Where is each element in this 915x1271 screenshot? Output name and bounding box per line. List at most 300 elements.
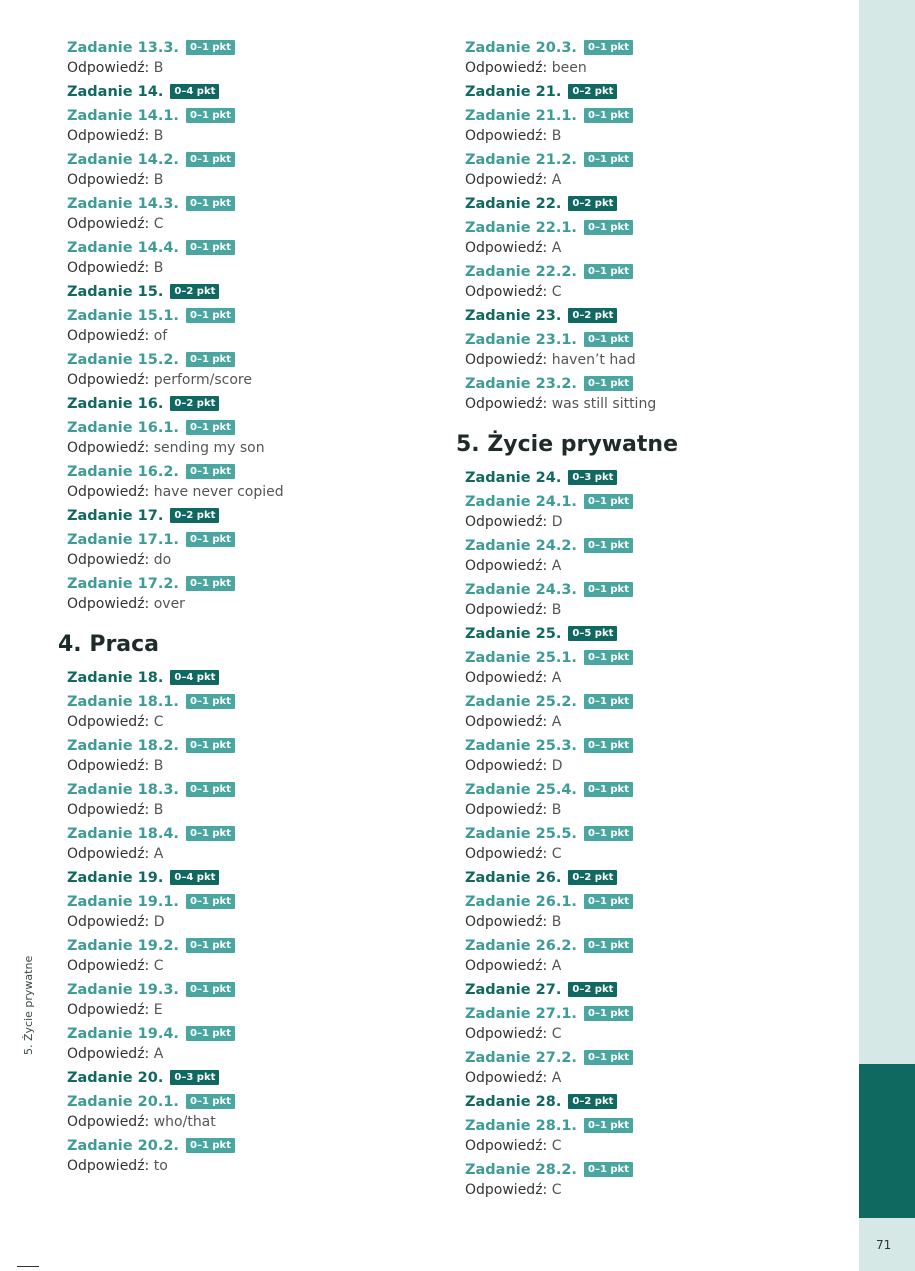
task-title: Zadanie 22.1. — [465, 220, 577, 236]
task-group — [465, 82, 835, 102]
task-title: Zadanie 16.1. — [67, 420, 179, 436]
answer-line — [67, 594, 437, 614]
task-title: Zadanie 21.1. — [465, 108, 577, 124]
answer-value: C — [153, 958, 164, 974]
answer-line — [67, 126, 437, 146]
task-item — [465, 106, 835, 146]
task-item — [67, 980, 437, 1020]
task-title: Zadanie 19.4. — [67, 1026, 179, 1042]
answer-label: Odpowiedź: — [465, 846, 548, 862]
task-title: Zadanie 21.2. — [465, 152, 577, 168]
points-badge: 0–1 pkt — [584, 538, 633, 553]
task-heading — [465, 892, 835, 912]
task-title: Zadanie 18.4. — [67, 826, 179, 842]
task-title: Zadanie 18.2. — [67, 738, 179, 754]
task-heading — [465, 1116, 835, 1136]
task-group — [67, 282, 437, 302]
task-title: Zadanie 18.3. — [67, 782, 179, 798]
task-title: Zadanie 25.4. — [465, 782, 577, 798]
points-badge: 0–1 pkt — [584, 738, 633, 753]
answer-value: B — [551, 128, 562, 144]
answer-line — [67, 1000, 437, 1020]
task-title: Zadanie 16.2. — [67, 464, 179, 480]
task-item — [465, 262, 835, 302]
answer-label: Odpowiedź: — [465, 714, 548, 730]
task-title: Zadanie 28.1. — [465, 1118, 577, 1134]
task-title: Zadanie 15.1. — [67, 308, 179, 324]
answer-value: over — [153, 596, 185, 612]
task-title: Zadanie 18.1. — [67, 694, 179, 710]
task-title: Zadanie 20. — [67, 1070, 164, 1086]
answer-value: A — [551, 1070, 562, 1086]
answer-line — [465, 1024, 835, 1044]
answer-label: Odpowiedź: — [67, 328, 150, 344]
points-badge: 0–1 pkt — [186, 152, 235, 167]
task-title: Zadanie 14. — [67, 84, 164, 100]
answer-value: sending my son — [153, 440, 265, 456]
answer-line — [465, 126, 835, 146]
answer-label: Odpowiedź: — [67, 846, 150, 862]
answer-value: A — [551, 172, 562, 188]
points-badge: 0–1 pkt — [584, 782, 633, 797]
points-badge: 0–2 pkt — [170, 396, 219, 411]
points-badge: 0–1 pkt — [584, 108, 633, 123]
task-heading — [67, 306, 437, 326]
task-item — [67, 38, 437, 78]
task-heading — [465, 492, 835, 512]
task-title: Zadanie 22.2. — [465, 264, 577, 280]
right-column — [456, 34, 835, 1200]
answer-line — [465, 1136, 835, 1156]
task-title: Zadanie 22. — [465, 196, 562, 212]
task-group — [465, 468, 835, 488]
points-badge: 0–2 pkt — [568, 308, 617, 323]
answer-value: E — [153, 1002, 163, 1018]
answer-label: Odpowiedź: — [67, 1002, 150, 1018]
task-group — [465, 194, 835, 214]
task-heading — [465, 82, 835, 102]
answer-value: A — [551, 558, 562, 574]
task-heading — [67, 668, 437, 688]
task-heading — [465, 1004, 835, 1024]
answer-label: Odpowiedź: — [67, 758, 150, 774]
answer-value: A — [551, 714, 562, 730]
task-heading — [67, 780, 437, 800]
task-heading — [67, 736, 437, 756]
task-item — [67, 150, 437, 190]
task-title: Zadanie 24.1. — [465, 494, 577, 510]
points-badge: 0–1 pkt — [584, 582, 633, 597]
answer-value: A — [153, 846, 164, 862]
task-title: Zadanie 28. — [465, 1094, 562, 1110]
answer-value: A — [551, 670, 562, 686]
answer-label: Odpowiedź: — [465, 396, 548, 412]
task-item — [465, 1116, 835, 1156]
answer-label: Odpowiedź: — [465, 670, 548, 686]
task-group — [465, 1092, 835, 1112]
answer-line — [67, 482, 437, 502]
answer-line — [67, 712, 437, 732]
task-title: Zadanie 13.3. — [67, 40, 179, 56]
task-title: Zadanie 27.2. — [465, 1050, 577, 1066]
answer-label: Odpowiedź: — [465, 1182, 548, 1198]
task-title: Zadanie 14.1. — [67, 108, 179, 124]
task-item — [465, 492, 835, 532]
task-item — [465, 374, 835, 414]
answer-line — [465, 668, 835, 688]
task-heading — [67, 530, 437, 550]
task-heading — [465, 736, 835, 756]
task-item — [465, 330, 835, 370]
task-heading — [67, 194, 437, 214]
task-item — [67, 892, 437, 932]
task-item — [67, 194, 437, 234]
points-badge: 0–3 pkt — [170, 1070, 219, 1085]
answer-line — [465, 956, 835, 976]
task-heading — [67, 692, 437, 712]
answer-line — [67, 756, 437, 776]
sidebar — [859, 0, 915, 1271]
answer-label: Odpowiedź: — [67, 440, 150, 456]
answer-line — [465, 1180, 835, 1200]
points-badge: 0–1 pkt — [186, 894, 235, 909]
points-badge: 0–1 pkt — [584, 494, 633, 509]
answer-label: Odpowiedź: — [67, 958, 150, 974]
answer-label: Odpowiedź: — [465, 1138, 548, 1154]
task-item — [465, 936, 835, 976]
task-item — [465, 736, 835, 776]
answer-label: Odpowiedź: — [465, 352, 548, 368]
task-title: Zadanie 26.1. — [465, 894, 577, 910]
answer-value: C — [551, 1026, 562, 1042]
task-heading — [465, 824, 835, 844]
task-heading — [67, 82, 437, 102]
task-heading — [465, 580, 835, 600]
task-item — [67, 824, 437, 864]
task-heading — [67, 824, 437, 844]
answer-value: C — [551, 846, 562, 862]
task-group — [67, 868, 437, 888]
task-item — [67, 574, 437, 614]
task-heading — [465, 1092, 835, 1112]
answer-value: to — [153, 1158, 168, 1174]
answer-label: Odpowiedź: — [67, 216, 150, 232]
points-badge: 0–1 pkt — [584, 1162, 633, 1177]
task-title: Zadanie 21. — [465, 84, 562, 100]
answer-line — [67, 1112, 437, 1132]
task-item — [67, 692, 437, 732]
points-badge: 0–1 pkt — [186, 1026, 235, 1041]
points-badge: 0–1 pkt — [584, 650, 633, 665]
sidebar-chapter-tab[interactable] — [859, 1064, 915, 1218]
answer-line — [67, 956, 437, 976]
task-heading — [465, 106, 835, 126]
answer-line — [67, 550, 437, 570]
points-badge: 0–1 pkt — [186, 576, 235, 591]
answer-line — [465, 844, 835, 864]
task-heading — [465, 262, 835, 282]
points-badge: 0–1 pkt — [186, 532, 235, 547]
task-heading — [67, 238, 437, 258]
answer-label: Odpowiedź: — [67, 1046, 150, 1062]
answer-value: B — [153, 128, 164, 144]
task-title: Zadanie 27. — [465, 982, 562, 998]
task-group — [67, 668, 437, 688]
task-title: Zadanie 19.1. — [67, 894, 179, 910]
task-title: Zadanie 16. — [67, 396, 164, 412]
answer-line — [67, 1156, 437, 1176]
task-heading — [67, 892, 437, 912]
answer-label: Odpowiedź: — [465, 802, 548, 818]
task-title: Zadanie 17.2. — [67, 576, 179, 592]
answer-label: Odpowiedź: — [465, 914, 548, 930]
task-heading — [67, 1092, 437, 1112]
task-item — [465, 1048, 835, 1088]
answer-value: of — [153, 328, 168, 344]
answer-line — [465, 238, 835, 258]
points-badge: 0–4 pkt — [170, 84, 219, 99]
task-item — [465, 1004, 835, 1044]
answer-label: Odpowiedź: — [465, 1026, 548, 1042]
answer-line — [67, 58, 437, 78]
task-heading — [465, 468, 835, 488]
points-badge: 0–1 pkt — [186, 308, 235, 323]
task-title: Zadanie 19. — [67, 870, 164, 886]
answer-label: Odpowiedź: — [67, 596, 150, 612]
task-title: Zadanie 15. — [67, 284, 164, 300]
points-badge: 0–1 pkt — [584, 332, 633, 347]
task-title: Zadanie 24. — [465, 470, 562, 486]
task-item — [67, 462, 437, 502]
answer-label: Odpowiedź: — [67, 714, 150, 730]
answer-value: D — [551, 758, 563, 774]
answer-line — [67, 438, 437, 458]
task-heading — [67, 38, 437, 58]
task-item — [67, 1092, 437, 1132]
task-item — [465, 38, 835, 78]
points-badge: 0–2 pkt — [568, 982, 617, 997]
answer-line — [465, 1068, 835, 1088]
task-item — [67, 1136, 437, 1176]
answer-label: Odpowiedź: — [67, 914, 150, 930]
task-item — [67, 780, 437, 820]
answer-line — [67, 170, 437, 190]
answer-value: D — [153, 914, 165, 930]
answer-line — [465, 800, 835, 820]
points-badge: 0–2 pkt — [568, 870, 617, 885]
task-heading — [465, 936, 835, 956]
task-title: Zadanie 24.3. — [465, 582, 577, 598]
answer-label: Odpowiedź: — [67, 60, 150, 76]
task-heading — [67, 1136, 437, 1156]
task-title: Zadanie 14.4. — [67, 240, 179, 256]
answer-label: Odpowiedź: — [67, 128, 150, 144]
points-badge: 0–1 pkt — [186, 826, 235, 841]
answer-label: Odpowiedź: — [465, 514, 548, 530]
points-badge: 0–1 pkt — [186, 40, 235, 55]
task-title: Zadanie 18. — [67, 670, 164, 686]
task-group — [465, 980, 835, 1000]
task-title: Zadanie 26. — [465, 870, 562, 886]
task-item — [465, 536, 835, 576]
task-item — [465, 692, 835, 732]
points-badge: 0–1 pkt — [584, 264, 633, 279]
points-badge: 0–1 pkt — [584, 376, 633, 391]
answer-label: Odpowiedź: — [465, 958, 548, 974]
points-badge: 0–1 pkt — [186, 1138, 235, 1153]
task-item — [67, 306, 437, 346]
answer-value: B — [153, 758, 164, 774]
answer-value: B — [153, 260, 164, 276]
points-badge: 0–4 pkt — [170, 670, 219, 685]
answer-value: B — [153, 60, 164, 76]
answer-label: Odpowiedź: — [465, 60, 548, 76]
task-title: Zadanie 19.3. — [67, 982, 179, 998]
task-item — [67, 238, 437, 278]
answer-line — [67, 258, 437, 278]
task-item — [67, 936, 437, 976]
task-heading — [465, 306, 835, 326]
answer-line — [465, 350, 835, 370]
answer-label: Odpowiedź: — [465, 128, 548, 144]
answer-value: C — [153, 216, 164, 232]
task-item — [465, 218, 835, 258]
answer-value: B — [551, 602, 562, 618]
answer-label: Odpowiedź: — [465, 1070, 548, 1086]
answer-value: who/that — [153, 1114, 216, 1130]
answer-line — [465, 756, 835, 776]
task-heading — [465, 374, 835, 394]
task-heading — [465, 38, 835, 58]
task-item — [67, 1024, 437, 1064]
task-title: Zadanie 14.2. — [67, 152, 179, 168]
task-title: Zadanie 25. — [465, 626, 562, 642]
task-item — [465, 780, 835, 820]
task-heading — [465, 150, 835, 170]
points-badge: 0–1 pkt — [584, 1118, 633, 1133]
task-heading — [465, 648, 835, 668]
task-group — [67, 506, 437, 526]
answer-label: Odpowiedź: — [67, 172, 150, 188]
points-badge: 0–2 pkt — [568, 84, 617, 99]
points-badge: 0–1 pkt — [186, 694, 235, 709]
task-title: Zadanie 19.2. — [67, 938, 179, 954]
answer-value: was still sitting — [551, 396, 657, 412]
points-badge: 0–3 pkt — [568, 470, 617, 485]
points-badge: 0–1 pkt — [186, 240, 235, 255]
task-item — [67, 350, 437, 390]
answer-value: A — [551, 240, 562, 256]
answer-label: Odpowiedź: — [465, 284, 548, 300]
task-heading — [465, 1160, 835, 1180]
answer-value: B — [153, 172, 164, 188]
task-item — [67, 736, 437, 776]
task-title: Zadanie 17.1. — [67, 532, 179, 548]
page-number: 71 — [876, 1238, 892, 1252]
task-heading — [465, 780, 835, 800]
answer-label: Odpowiedź: — [67, 1114, 150, 1130]
answer-label: Odpowiedź: — [67, 260, 150, 276]
task-heading — [67, 394, 437, 414]
task-heading — [67, 574, 437, 594]
answer-value: D — [551, 514, 563, 530]
answer-line — [465, 712, 835, 732]
answer-line — [67, 326, 437, 346]
answer-line — [67, 912, 437, 932]
answer-line — [465, 170, 835, 190]
answer-value: C — [153, 714, 164, 730]
points-badge: 0–1 pkt — [584, 826, 633, 841]
corner-mark — [17, 1266, 39, 1267]
points-badge: 0–1 pkt — [186, 1094, 235, 1109]
task-heading — [465, 1048, 835, 1068]
task-item — [67, 106, 437, 146]
answer-line — [465, 512, 835, 532]
answer-value: C — [551, 1182, 562, 1198]
task-heading — [67, 150, 437, 170]
task-title: Zadanie 25.2. — [465, 694, 577, 710]
task-title: Zadanie 27.1. — [465, 1006, 577, 1022]
task-title: Zadanie 25.5. — [465, 826, 577, 842]
task-heading — [67, 106, 437, 126]
answer-value: do — [153, 552, 172, 568]
points-badge: 0–1 pkt — [584, 1050, 633, 1065]
task-title: Zadanie 23. — [465, 308, 562, 324]
task-heading — [465, 980, 835, 1000]
task-group — [465, 624, 835, 644]
task-heading — [465, 330, 835, 350]
answer-line — [67, 214, 437, 234]
answer-value: A — [153, 1046, 164, 1062]
task-heading — [67, 868, 437, 888]
answer-line — [465, 556, 835, 576]
answer-value: C — [551, 284, 562, 300]
task-item — [465, 1160, 835, 1200]
answer-label: Odpowiedź: — [465, 602, 548, 618]
answer-value: A — [551, 958, 562, 974]
points-badge: 0–1 pkt — [186, 464, 235, 479]
task-title: Zadanie 24.2. — [465, 538, 577, 554]
task-item — [465, 892, 835, 932]
answer-value: haven’t had — [551, 352, 636, 368]
task-item — [465, 580, 835, 620]
task-heading — [67, 1068, 437, 1088]
answer-label: Odpowiedź: — [67, 1158, 150, 1174]
task-group — [67, 1068, 437, 1088]
answer-label: Odpowiedź: — [465, 758, 548, 774]
answer-label: Odpowiedź: — [465, 172, 548, 188]
points-badge: 0–1 pkt — [186, 196, 235, 211]
points-badge: 0–1 pkt — [186, 108, 235, 123]
answer-value: B — [551, 914, 562, 930]
points-badge: 0–2 pkt — [170, 508, 219, 523]
task-title: Zadanie 20.2. — [67, 1138, 179, 1154]
task-heading — [465, 692, 835, 712]
left-column — [58, 34, 437, 1176]
task-title: Zadanie 23.1. — [465, 332, 577, 348]
points-badge: 0–1 pkt — [186, 938, 235, 953]
task-item — [67, 418, 437, 458]
task-title: Zadanie 15.2. — [67, 352, 179, 368]
task-title: Zadanie 26.2. — [465, 938, 577, 954]
answer-line — [465, 600, 835, 620]
task-heading — [465, 624, 835, 644]
task-title: Zadanie 20.3. — [465, 40, 577, 56]
answer-line — [67, 800, 437, 820]
points-badge: 0–5 pkt — [568, 626, 617, 641]
answer-line — [67, 844, 437, 864]
answer-line — [465, 282, 835, 302]
